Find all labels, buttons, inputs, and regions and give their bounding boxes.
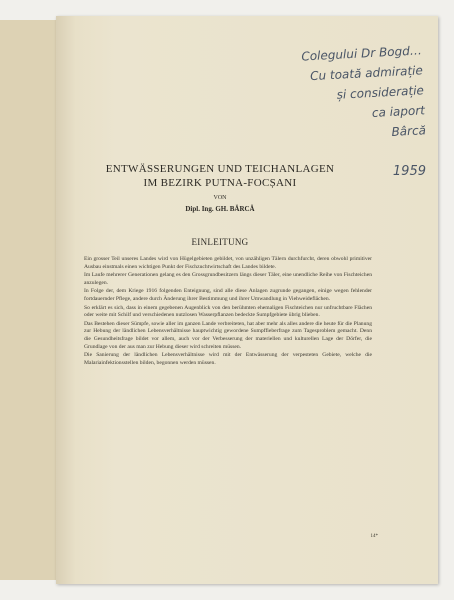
dedication-line: ca iaport <box>371 103 426 120</box>
dedication-line: și considerație <box>336 83 425 102</box>
dedication-line: Cu toată admirație <box>309 63 424 84</box>
paragraph: Die Sanierung der ländlichen Lebensverhältnisse wird mit der Entwässerung der verpesteten Gebiete, welche die Malariainfektionsstellen bilden, begonnen werden müssen. <box>84 352 372 366</box>
body-text <box>84 256 372 367</box>
byline-von: VON <box>213 195 227 201</box>
document-title <box>70 162 370 190</box>
title-line-1: ENTWÄSSERUNGEN UND TEICHANLAGEN <box>105 163 335 175</box>
paragraph: Ein grosser Teil unseres Landes wird von Hügelgebieten gebildet, von unzähligen Tälern durchfurcht, deren obwohl primitiver Ausbau einstmals einen wichtigen Punkt der Fischzuchtwirtschaft des Landes bildete. <box>84 256 372 270</box>
paragraph: Im Laufe mehrerer Generationen gelang es den Grossgrundbesitzern längs dieser Täler, eine unendliche Reihe von Fischteichen anzulegen. <box>84 272 372 286</box>
dedication-line: Colegului Dr Bogd… <box>301 43 423 64</box>
handwritten-dedication <box>202 40 427 151</box>
paragraph: So erklärt es sich, dass in einem gegebenen Augenblick von den berühmten ehemaligen Fischteichen nur unfruchtbare Flächen oder weite mit Schilf und verschiedenen nutzlosen Wasserpflanzen bedeckte Sumpfgebiete übrig blieben. <box>84 304 372 319</box>
author-name: Dipl. Ing. GH. BĂRCĂ <box>185 205 255 213</box>
paragraph: Das Bestehen dieser Sümpfe, sowie aller im ganzen Lande verbreiteten, hat aber mehr als alles andere die heute für die Planung zur Hebung der ländlichen Lebensverhältnisse hauptwichtig gewordene Sumpffieberfrage zum Tagesproblem gemacht. Denn die Gesundheitsfrage bildet vor allem, auch vor der Verbesserung der materiellen und kulturellen Lage der Dörfer, die Grundlage von der aus man zur Hebung dieser wird schreiten müssen. <box>84 320 372 350</box>
dedication-signature: Bârcă <box>391 123 427 139</box>
paragraph: In Folge der, dem Kriege 1916 folgenden Enteignung, sind alle diese Anlagen zugrunde gegangen, einige wegen fehlender fortdauernder Pflege, andere durch Änderung ihrer Bestimmung und ihrer Umwandlung in Viehweideflächen. <box>84 288 372 302</box>
title-line-2: IM BEZIRK PUTNA-FOCȘANI <box>143 177 297 189</box>
page-number: 14* <box>370 534 378 539</box>
section-heading: EINLEITUNG <box>191 237 249 247</box>
dedication-year: 1959 <box>392 164 426 179</box>
